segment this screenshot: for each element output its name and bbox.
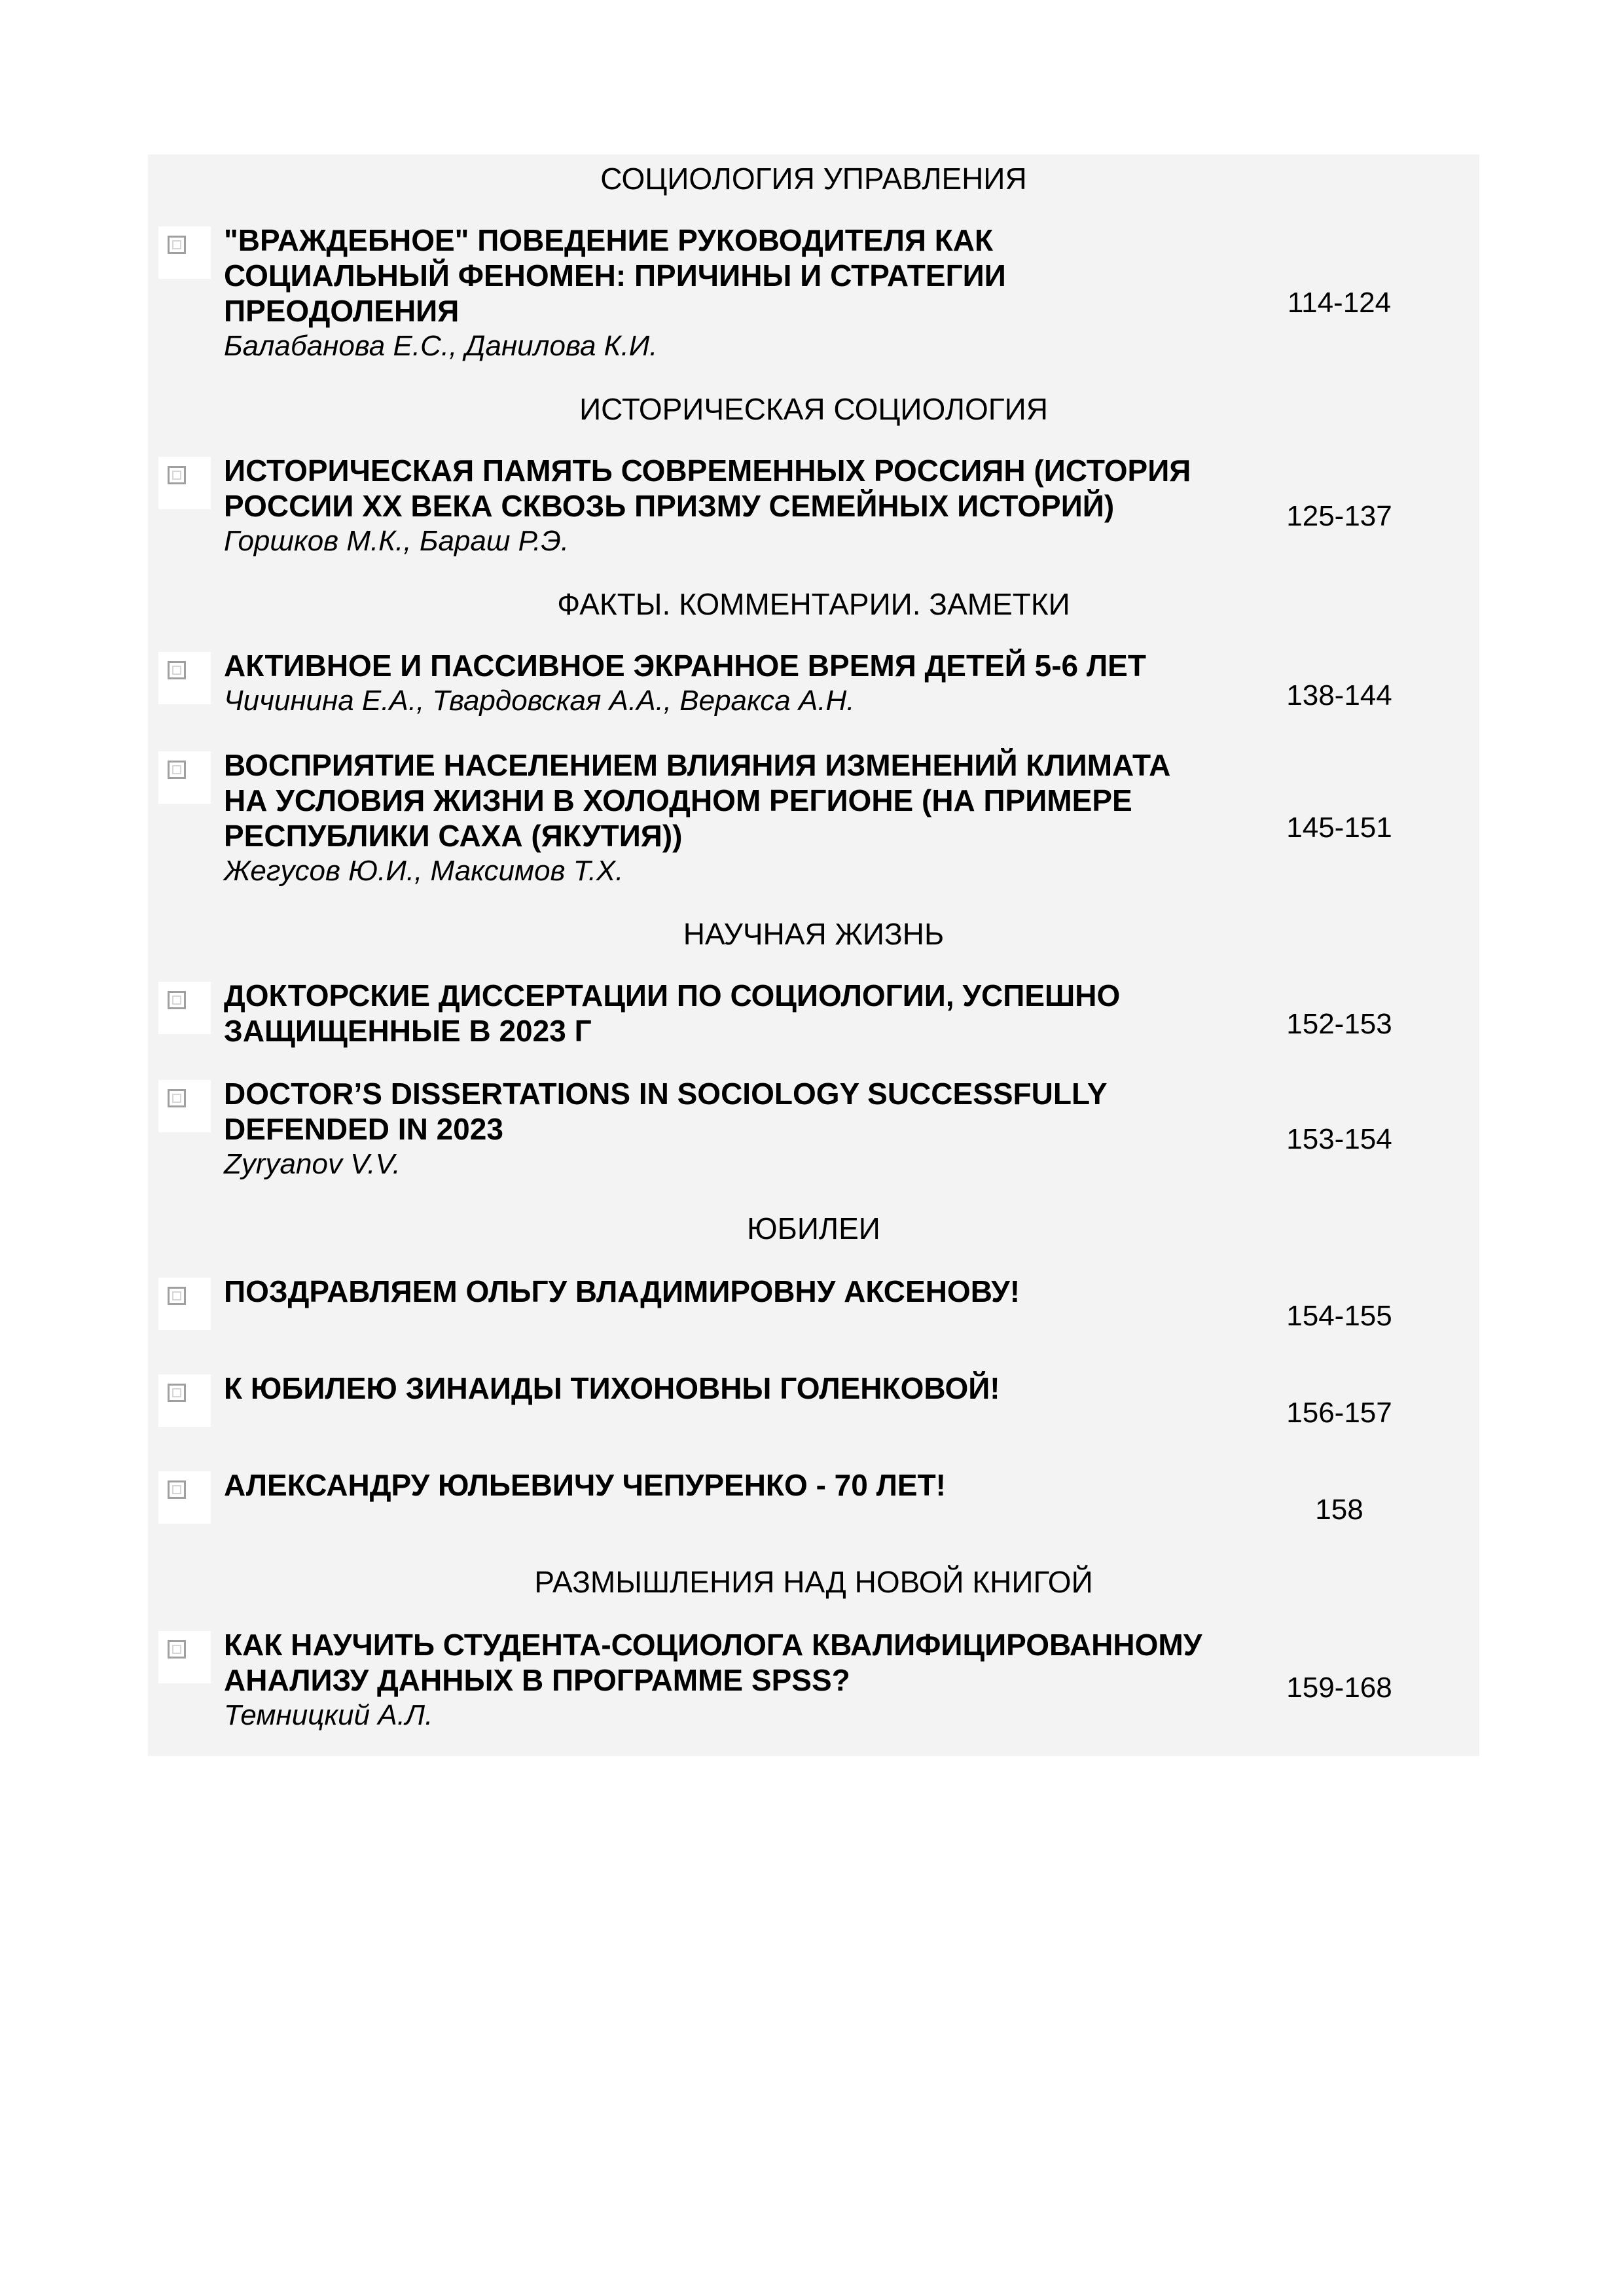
article-checkbox[interactable] [158,457,211,509]
checkbox-icon [168,1640,186,1659]
article-pages: 145-151 [1286,812,1392,844]
checkbox-icon [168,1384,186,1402]
section-heading: НАУЧНАЯ ЖИЗНЬ [683,917,945,951]
article-authors: Балабанова Е.С., Данилова К.И. [224,330,658,362]
section-heading: ЮБИЛЕИ [747,1211,880,1246]
checkbox-icon [168,466,186,484]
checkbox-icon [168,236,186,254]
article-title[interactable]: DOCTOR’S DISSERTATIONS IN SOCIOLOGY SUCCESSFULLY DEFENDED IN 2023 [224,1077,1108,1146]
article-authors: Темницкий А.Л. [224,1699,433,1731]
article-title[interactable]: К ЮБИЛЕЮ ЗИНАИДЫ ТИХОНОВНЫ ГОЛЕНКОВОЙ! [224,1371,1000,1405]
article-authors: Zyryanov V.V. [224,1148,401,1180]
section-heading: ФАКТЫ. КОММЕНТАРИИ. ЗАМЕТКИ [557,587,1070,621]
article-title[interactable]: "ВРАЖДЕБНОЕ" ПОВЕДЕНИЕ РУКОВОДИТЕЛЯ КАК СОЦИАЛЬНЫЙ ФЕНОМЕН: ПРИЧИНЫ И СТРАТЕГИИ ПРЕОДОЛЕНИЯ [224,223,1006,328]
article-pages: 159-168 [1286,1672,1392,1704]
article-pages: 154-155 [1286,1300,1392,1332]
article-pages: 125-137 [1286,500,1392,532]
article-title[interactable]: АЛЕКСАНДРУ ЮЛЬЕВИЧУ ЧЕПУРЕНКО - 70 ЛЕТ! [224,1468,946,1502]
article-authors: Чичинина Е.А., Твардовская А.А., Веракса А.Н. [224,685,855,717]
article-checkbox[interactable] [158,652,211,704]
article-title[interactable]: ПОЗДРАВЛЯЕМ ОЛЬГУ ВЛАДИМИРОВНУ АКСЕНОВУ! [224,1274,1020,1308]
article-pages: 153-154 [1286,1123,1392,1155]
article-checkbox[interactable] [158,226,211,279]
article-checkbox[interactable] [158,751,211,804]
article-authors: Жегусов Ю.И., Максимов Т.Х. [224,855,624,887]
article-checkbox[interactable] [158,1278,211,1330]
section-heading: РАЗМЫШЛЕНИЯ НАД НОВОЙ КНИГОЙ [534,1565,1093,1599]
checkbox-icon [168,991,186,1009]
article-checkbox[interactable] [158,1471,211,1524]
checkbox-icon [168,661,186,679]
checkbox-icon [168,1089,186,1107]
article-title[interactable]: ДОКТОРСКИЕ ДИССЕРТАЦИИ ПО СОЦИОЛОГИИ, УСПЕШНО ЗАЩИЩЕННЫЕ В 2023 Г [224,978,1121,1048]
article-title[interactable]: ВОСПРИЯТИЕ НАСЕЛЕНИЕМ ВЛИЯНИЯ ИЗМЕНЕНИЙ КЛИМАТА НА УСЛОВИЯ ЖИЗНИ В ХОЛОДНОМ РЕГИОНЕ (НА ПРИМЕРЕ РЕСПУБЛИКИ САХА (ЯКУТИЯ)) [224,748,1171,853]
checkbox-icon [168,761,186,779]
article-title[interactable]: АКТИВНОЕ И ПАССИВНОЕ ЭКРАННОЕ ВРЕМЯ ДЕТЕЙ 5-6 ЛЕТ [224,649,1146,683]
article-checkbox[interactable] [158,982,211,1034]
article-title[interactable]: КАК НАУЧИТЬ СТУДЕНТА-СОЦИОЛОГА КВАЛИФИЦИРОВАННОМУ АНАЛИЗУ ДАННЫХ В ПРОГРАММЕ SPSS? [224,1628,1202,1697]
article-pages: 152-153 [1286,1008,1392,1040]
table-of-contents [148,154,1479,1756]
article-title[interactable]: ИСТОРИЧЕСКАЯ ПАМЯТЬ СОВРЕМЕННЫХ РОССИЯН (ИСТОРИЯ РОССИИ XX ВЕКА СКВОЗЬ ПРИЗМУ СЕМЕЙНЫХ ИСТОРИЙ) [224,454,1191,523]
article-checkbox[interactable] [158,1631,211,1683]
checkbox-icon [168,1480,186,1499]
article-pages: 138-144 [1286,679,1392,711]
article-pages: 158 [1315,1494,1363,1526]
article-pages: 156-157 [1286,1397,1392,1429]
checkbox-icon [168,1287,186,1305]
article-checkbox[interactable] [158,1080,211,1132]
article-checkbox[interactable] [158,1374,211,1427]
section-heading: СОЦИОЛОГИЯ УПРАВЛЕНИЯ [600,162,1027,196]
article-authors: Горшков М.К., Бараш Р.Э. [224,525,569,557]
section-heading: ИСТОРИЧЕСКАЯ СОЦИОЛОГИЯ [579,392,1048,426]
article-pages: 114-124 [1287,287,1392,319]
